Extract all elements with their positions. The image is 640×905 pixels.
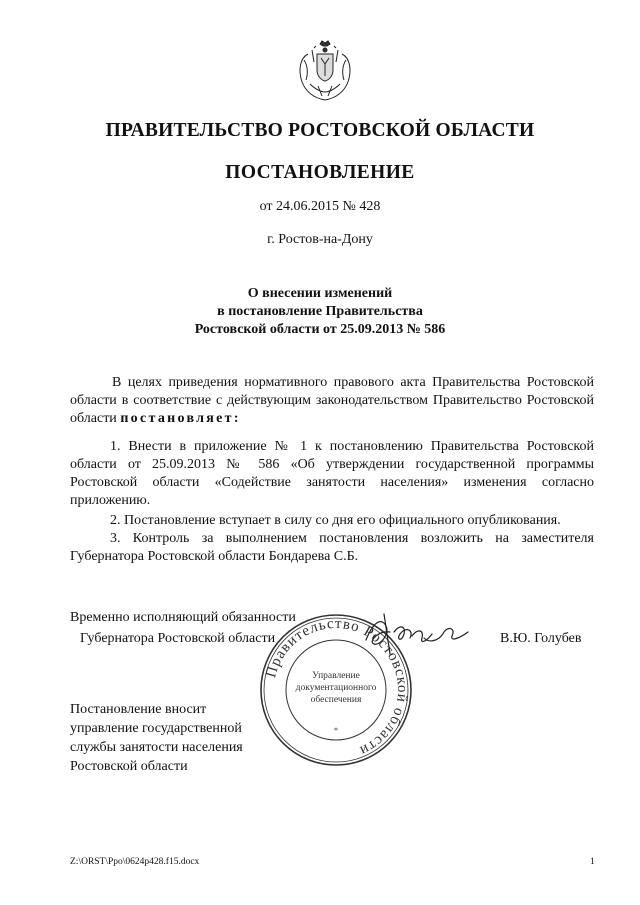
stamp-center-line: Управление — [312, 671, 360, 681]
city: г. Ростов-на-Дону — [267, 232, 373, 247]
signer-position-line1: Временно исполняющий обязанности — [70, 610, 296, 625]
preamble-text: В целях приведения нормативного правового акта Правительства Ростовской области в соответствие с действующим законодательством Правительство Ростовской области — [70, 375, 594, 426]
author-line: управление государственной — [70, 721, 242, 736]
document-subject — [0, 285, 640, 339]
list-item: 2. Постановление вступает в силу со дня его официального опубликования. — [110, 513, 561, 528]
government-title: ПРАВИТЕЛЬСТВО РОСТОВСКОЙ ОБЛАСТИ — [105, 120, 535, 141]
svg-text:*: * — [334, 726, 338, 735]
preamble — [70, 374, 594, 428]
stamp-center-line: документационного — [295, 683, 377, 693]
signer-name: В.Ю. Голубев — [500, 631, 582, 646]
stamp-ring-text: Правительство Ростовской области — [263, 615, 411, 759]
handwritten-signature — [360, 610, 480, 660]
coat-of-arms-icon — [294, 40, 356, 102]
page-number: 1 — [590, 857, 595, 867]
author-line: Постановление вносит — [70, 702, 207, 717]
signer-position-line2: Губернатора Ростовской области — [80, 631, 276, 646]
subject-line: в постановление Правительства — [217, 304, 423, 319]
list-item: 1. Внести в приложение № 1 к постановлению Правительства Ростовской области от 25.09.2013 № 586 «Об утверждении государственной программы Ростовской области «Содействие занятости населения» изменения согласно приложению. — [70, 439, 594, 508]
file-path: Z:\ORST\Ppo\0624p428.f15.docx — [70, 857, 200, 867]
stamp-center-line: обеспечения — [310, 695, 362, 705]
document-type: ПОСТАНОВЛЕНИЕ — [225, 162, 415, 183]
subject-line: О внесении изменений — [247, 286, 393, 301]
subject-line: Ростовской области от 25.09.2013 № 586 — [194, 322, 446, 337]
date-number: от 24.06.2015 № 428 — [259, 199, 381, 214]
decision-word: постановляет: — [120, 411, 241, 426]
list-item: 3. Контроль за выполнением постановления возложить на заместителя Губернатора Ростовской области Бондарева С.Б. — [70, 531, 594, 564]
author-line: службы занятости населения — [70, 740, 243, 755]
document-author — [70, 700, 243, 776]
author-line: Ростовской области — [70, 759, 188, 774]
